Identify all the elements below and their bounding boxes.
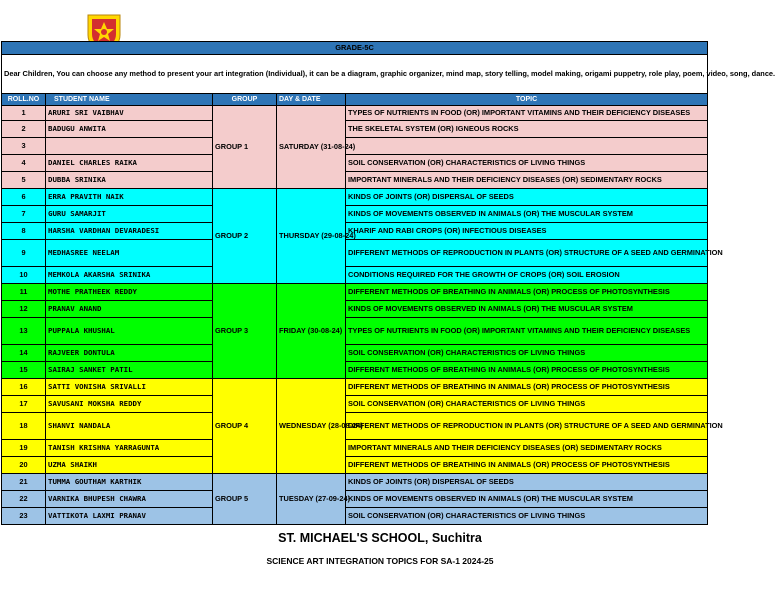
- roll-number: 12: [2, 301, 46, 318]
- day-date: TUESDAY (27-09-24): [277, 474, 346, 525]
- header-day: DAY & DATE: [277, 94, 346, 106]
- roll-number: 11: [2, 284, 46, 301]
- group-name: GROUP 1: [213, 106, 277, 189]
- student-name: SATTI VONISHA SRIVALLI: [46, 379, 213, 396]
- student-name: ARURI SRI VAIBHAV: [46, 106, 213, 121]
- student-name: DANIEL CHARLES RAIKA: [46, 155, 213, 172]
- roll-number: 20: [2, 457, 46, 474]
- table-row: [2, 318, 708, 345]
- student-name: TUMMA GOUTHAM KARTHIK: [46, 474, 213, 491]
- table-row: [2, 121, 708, 138]
- table-row: [2, 491, 708, 508]
- day-date: SATURDAY (31-08-24): [277, 106, 346, 189]
- student-name: ERRA PRAVITH NAIK: [46, 189, 213, 206]
- header-topic: TOPIC: [346, 94, 708, 106]
- topic: SOIL CONSERVATION (OR) CHARACTERISTICS OF LIVING THINGS: [346, 155, 708, 172]
- table-row: [2, 106, 708, 121]
- intro-text: Dear Children, You can choose any method to present your art integration (Individual), it can be a diagram, graphic organizer, mind map, story telling, model making, origami puppetry, role play, poem, video, song, dance.: [2, 55, 708, 94]
- topic: DIFFERENT METHODS OF REPRODUCTION IN PLANTS (OR) STRUCTURE OF A SEED AND GERMINATION: [346, 240, 708, 267]
- table-row: [2, 223, 708, 240]
- student-name: SHANVI NANDALA: [46, 413, 213, 440]
- grade-title: GRADE-5C: [2, 42, 708, 55]
- roll-number: 4: [2, 155, 46, 172]
- header-name: STUDENT NAME: [46, 94, 213, 106]
- topic: DIFFERENT METHODS OF BREATHING IN ANIMALS (OR) PROCESS OF PHOTOSYNTHESIS: [346, 362, 708, 379]
- group-name: GROUP 5: [213, 474, 277, 525]
- header-group: GROUP: [213, 94, 277, 106]
- topic: IMPORTANT MINERALS AND THEIR DEFICIENCY DISEASES (OR) SEDIMENTARY ROCKS: [346, 172, 708, 189]
- table-row: [2, 284, 708, 301]
- school-name: ST. MICHAEL'S SCHOOL, Suchitra: [278, 531, 482, 545]
- topic: KINDS OF MOVEMENTS OBSERVED IN ANIMALS (OR) THE MUSCULAR SYSTEM: [346, 491, 708, 508]
- grade-row: [2, 42, 708, 55]
- student-name: PRANAV ANAND: [46, 301, 213, 318]
- topic: [346, 138, 708, 155]
- roll-number: 16: [2, 379, 46, 396]
- student-name: MOTHE PRATHEEK REDDY: [46, 284, 213, 301]
- student-name: RAJVEER DONTULA: [46, 345, 213, 362]
- student-name: UZMA SHAIKH: [46, 457, 213, 474]
- group-name: GROUP 2: [213, 189, 277, 284]
- table-row: [2, 155, 708, 172]
- header-row: [2, 94, 708, 106]
- roll-number: 21: [2, 474, 46, 491]
- table-row: [2, 413, 708, 440]
- student-name: [46, 138, 213, 155]
- topics-table: [1, 41, 775, 525]
- table-row: [2, 440, 708, 457]
- subtitle: SCIENCE ART INTEGRATION TOPICS FOR SA-1 2024-25: [266, 556, 494, 566]
- topic: TYPES OF NUTRIENTS IN FOOD (OR) IMPORTANT VITAMINS AND THEIR DEFICIENCY DISEASES: [346, 318, 708, 345]
- roll-number: 1: [2, 106, 46, 121]
- student-name: MEMKOLA AKARSHA SRINIKA: [46, 267, 213, 284]
- roll-number: 13: [2, 318, 46, 345]
- day-date: THURSDAY (29-08-24): [277, 189, 346, 284]
- table-row: [2, 474, 708, 491]
- topic: TYPES OF NUTRIENTS IN FOOD (OR) IMPORTANT VITAMINS AND THEIR DEFICIENCY DISEASES: [346, 106, 708, 121]
- roll-number: 2: [2, 121, 46, 138]
- topic: SOIL CONSERVATION (OR) CHARACTERISTICS OF LIVING THINGS: [346, 396, 708, 413]
- roll-number: 10: [2, 267, 46, 284]
- topic: DIFFERENT METHODS OF BREATHING IN ANIMALS (OR) PROCESS OF PHOTOSYNTHESIS: [346, 379, 708, 396]
- roll-number: 6: [2, 189, 46, 206]
- topic: CONDITIONS REQUIRED FOR THE GROWTH OF CROPS (OR) SOIL EROSION: [346, 267, 708, 284]
- roll-number: 22: [2, 491, 46, 508]
- topic: THE SKELETAL SYSTEM (OR) IGNEOUS ROCKS: [346, 121, 708, 138]
- table-row: [2, 457, 708, 474]
- student-name: VARNIKA BHUPESH CHAWRA: [46, 491, 213, 508]
- topic: SOIL CONSERVATION (OR) CHARACTERISTICS OF LIVING THINGS: [346, 345, 708, 362]
- table-row: [2, 345, 708, 362]
- student-name: VATTIKOTA LAXMI PRANAV: [46, 508, 213, 525]
- group-name: GROUP 4: [213, 379, 277, 474]
- topic: KINDS OF JOINTS (OR) DISPERSAL OF SEEDS: [346, 474, 708, 491]
- topic: DIFFERENT METHODS OF REPRODUCTION IN PLANTS (OR) STRUCTURE OF A SEED AND GERMINATION: [346, 413, 708, 440]
- table-row: [2, 301, 708, 318]
- student-name: GURU SAMARJIT: [46, 206, 213, 223]
- roll-number: 15: [2, 362, 46, 379]
- topic: SOIL CONSERVATION (OR) CHARACTERISTICS OF LIVING THINGS: [346, 508, 708, 525]
- roll-number: 14: [2, 345, 46, 362]
- student-name: DUBBA SRINIKA: [46, 172, 213, 189]
- topic: IMPORTANT MINERALS AND THEIR DEFICIENCY DISEASES (OR) SEDIMENTARY ROCKS: [346, 440, 708, 457]
- roll-number: 7: [2, 206, 46, 223]
- table-row: [2, 240, 708, 267]
- topic: KINDS OF MOVEMENTS OBSERVED IN ANIMALS (OR) THE MUSCULAR SYSTEM: [346, 206, 708, 223]
- intro-row: [2, 55, 708, 94]
- roll-number: 17: [2, 396, 46, 413]
- table-row: [2, 362, 708, 379]
- header-roll: ROLL.NO: [2, 94, 46, 106]
- table-row: [2, 508, 708, 525]
- roll-number: 3: [2, 138, 46, 155]
- day-date: FRIDAY (30-08-24): [277, 284, 346, 379]
- roll-number: 9: [2, 240, 46, 267]
- student-name: SAVUSANI MOKSHA REDDY: [46, 396, 213, 413]
- roll-number: 18: [2, 413, 46, 440]
- table-row: [2, 267, 708, 284]
- table-row: [2, 206, 708, 223]
- table-row: [2, 396, 708, 413]
- topic: DIFFERENT METHODS OF BREATHING IN ANIMALS (OR) PROCESS OF PHOTOSYNTHESIS: [346, 457, 708, 474]
- group-name: GROUP 3: [213, 284, 277, 379]
- topic: KHARIF AND RABI CROPS (OR) INFECTIOUS DISEASES: [346, 223, 708, 240]
- student-name: HARSHA VARDHAN DEVARADESI: [46, 223, 213, 240]
- table-row: [2, 189, 708, 206]
- roll-number: 5: [2, 172, 46, 189]
- table-row: [2, 172, 708, 189]
- student-name: MEDHASREE NEELAM: [46, 240, 213, 267]
- topic: KINDS OF JOINTS (OR) DISPERSAL OF SEEDS: [346, 189, 708, 206]
- roll-number: 19: [2, 440, 46, 457]
- day-date: WEDNESDAY (28-08-24): [277, 379, 346, 474]
- topic: DIFFERENT METHODS OF BREATHING IN ANIMALS (OR) PROCESS OF PHOTOSYNTHESIS: [346, 284, 708, 301]
- topic: KINDS OF MOVEMENTS OBSERVED IN ANIMALS (OR) THE MUSCULAR SYSTEM: [346, 301, 708, 318]
- roll-number: 23: [2, 508, 46, 525]
- student-name: TANISH KRISHNA YARRAGUNTA: [46, 440, 213, 457]
- table-row: [2, 379, 708, 396]
- student-name: BADUGU ANWITA: [46, 121, 213, 138]
- student-name: SAIRAJ SANKET PATIL: [46, 362, 213, 379]
- roll-number: 8: [2, 223, 46, 240]
- student-name: PUPPALA KHUSHAL: [46, 318, 213, 345]
